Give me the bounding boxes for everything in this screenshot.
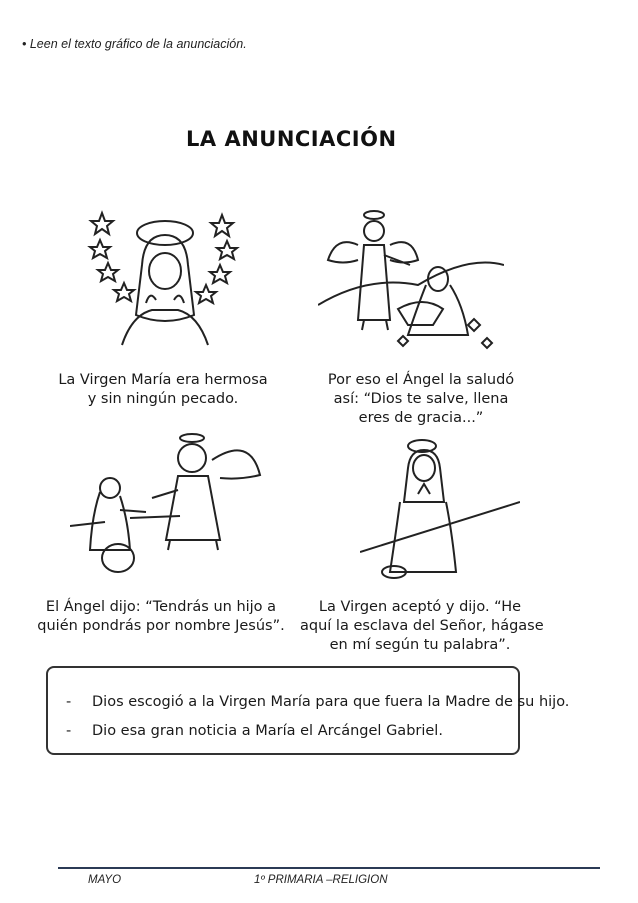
caption-line: quién pondrás por nombre Jesús”. <box>37 618 285 634</box>
summary-bullet: - <box>66 723 72 739</box>
caption-panel-4 <box>300 598 544 655</box>
caption-line: Por eso el Ángel la saludó <box>327 372 515 388</box>
caption-panel-1 <box>58 371 268 409</box>
footer-course: 1º PRIMARIA –RELIGION <box>254 874 388 886</box>
caption-panel-3 <box>35 598 287 636</box>
mary-kneeling-illustration <box>360 432 520 582</box>
virgin-mary-stars-illustration <box>82 205 252 355</box>
summary-item: Dio esa gran noticia a María el Arcángel Gabriel. <box>92 723 443 739</box>
summary-bullet: - <box>66 694 72 710</box>
angel-speaks-to-mary-illustration <box>70 430 270 580</box>
footer-month: MAYO <box>88 874 122 886</box>
caption-panel-2 <box>312 371 530 428</box>
caption-line: El Ángel dijo: “Tendrás un hijo a <box>45 599 277 615</box>
instruction-text: • Leen el texto gráfico de la anunciación. <box>22 37 247 51</box>
summary-box <box>46 666 570 755</box>
caption-line: aquí la esclava del Señor, hágase <box>300 618 544 634</box>
caption-line: eres de gracia...” <box>358 410 484 426</box>
footer-rule <box>58 867 600 869</box>
caption-line: y sin ningún pecado. <box>87 391 239 407</box>
caption-line: así: “Dios te salve, llena <box>333 391 509 407</box>
angel-greets-mary-illustration <box>318 205 504 355</box>
caption-line: La Virgen María era hermosa <box>58 372 268 388</box>
caption-line: La Virgen aceptó y dijo. “He <box>318 599 522 615</box>
caption-line: en mí según tu palabra”. <box>329 637 511 653</box>
summary-item: Dios escogió a la Virgen María para que fuera la Madre de su hijo. <box>92 694 570 710</box>
page-title: LA ANUNCIACIÓN <box>186 127 397 151</box>
